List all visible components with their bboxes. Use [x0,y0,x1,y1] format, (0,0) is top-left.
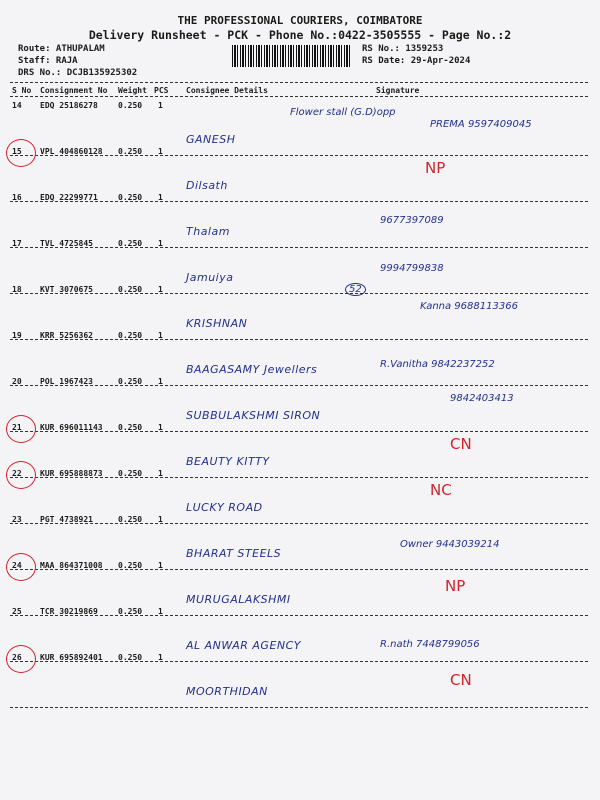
signature-text: Kanna 9688113366 [420,301,518,312]
consignment-number: KUR 695892401 [40,653,103,662]
serial-number: 19 [12,331,22,340]
consignment-number: PGT 4738921 [40,515,93,524]
status-mark: CN [450,435,472,453]
consignee-name: GANESH [186,133,236,146]
serial-number: 14 [12,101,22,110]
status-mark: NC [430,481,452,499]
consignment-number: MAA 864371008 [40,561,103,570]
consignee-name: Dilsath [186,179,228,192]
rs-date: RS Date: 29-Apr-2024 [362,56,471,66]
consignment-number: EDQ 22299771 [40,193,98,202]
consignment-number: EDQ 25186278 [40,101,98,110]
serial-number: 26 [12,653,22,662]
consignee-name: BEAUTY KITTY [186,455,270,468]
signature-text: R.Vanitha 9842237252 [380,359,495,370]
status-mark: NP [445,577,466,595]
handwritten-note: 52 [345,283,366,296]
col-consignee: Consignee Details [186,86,268,95]
col-consignment: Consignment No [40,86,108,95]
signature-text: 9994799838 [380,263,444,274]
pieces: 1 [158,561,163,570]
weight: 0.250 [118,423,143,432]
signature-text: Owner 9443039214 [400,539,500,550]
pieces: 1 [158,469,163,478]
consignment-number: KUR 695888873 [40,469,103,478]
serial-number: 17 [12,239,22,248]
company-title: THE PROFESSIONAL COURIERS, COIMBATORE [177,14,423,27]
signature-text: 9677397089 [380,215,444,226]
weight: 0.250 [118,515,143,524]
pieces: 1 [158,193,163,202]
runsheet-subtitle: Delivery Runsheet - PCK - Phone No.:0422-3505555 - Page No.:2 [88,28,512,42]
consignee-name: MURUGALAKSHMI [186,593,291,606]
serial-number: 22 [12,469,22,478]
signature-text: 9842403413 [450,393,514,404]
serial-number: 21 [12,423,22,432]
consignment-number: TVL 4725845 [40,239,93,248]
weight: 0.250 [118,331,143,340]
pieces: 1 [158,653,163,662]
pieces: 1 [158,239,163,248]
col-signature: Signature [376,86,420,95]
weight: 0.250 [118,377,143,386]
weight: 0.250 [118,561,143,570]
consignee-name: Jamuiya [186,271,234,284]
signature-text: PREMA 9597409045 [430,119,532,130]
weight: 0.250 [118,147,143,156]
consignee-name: MOORTHIDAN [186,685,268,698]
serial-number: 24 [12,561,22,570]
rs-number: RS No.: 1359253 [362,44,444,54]
pieces: 1 [158,377,163,386]
header-divider-bottom [10,96,588,97]
weight: 0.250 [118,193,143,202]
weight: 0.250 [118,607,143,616]
consignment-number: VPL 404860128 [40,147,103,156]
serial-number: 23 [12,515,22,524]
route-label: Route: ATHUPALAM [18,44,105,54]
col-weight: Weight [118,86,147,95]
serial-number: 16 [12,193,22,202]
consignment-number: KUR 696011143 [40,423,103,432]
serial-number: 25 [12,607,22,616]
consignment-number: POL 1967423 [40,377,93,386]
pieces: 1 [158,423,163,432]
handwritten-note: Flower stall (G.D)opp [290,107,396,118]
consignee-name: KRISHNAN [186,317,248,330]
signature-text: R.nath 7448799056 [380,639,480,650]
serial-number: 15 [12,147,22,156]
serial-number: 18 [12,285,22,294]
consignment-number: KRR 5256362 [40,331,93,340]
col-pcs: PCS [154,86,169,95]
pieces: 1 [158,285,163,294]
pieces: 1 [158,147,163,156]
consignee-name: Thalam [186,225,230,238]
drs-number: DRS No.: DCJB135925302 [18,68,138,78]
consignee-name: SUBBULAKSHMI SIRON [186,409,321,422]
status-mark: NP [425,159,446,177]
header-divider-top [10,82,588,83]
consignment-number: KVT 3070675 [40,285,93,294]
consignee-name: AL ANWAR AGENCY [186,639,302,652]
status-mark: CN [450,671,472,689]
pieces: 1 [158,607,163,616]
consignee-name: LUCKY ROAD [186,501,263,514]
consignee-name: BHARAT STEELS [186,547,282,560]
weight: 0.250 [118,285,143,294]
pieces: 1 [158,331,163,340]
consignee-name: BAAGASAMY Jewellers [186,363,318,376]
consignment-number: TCR 30219869 [40,607,98,616]
row-divider [10,707,588,708]
pieces: 1 [158,515,163,524]
staff-label: Staff: RAJA [18,56,78,66]
weight: 0.250 [118,653,143,662]
col-sno: S No [12,86,32,95]
barcode [232,45,350,67]
weight: 0.250 [118,101,143,110]
weight: 0.250 [118,469,143,478]
weight: 0.250 [118,239,143,248]
table-row [0,653,600,707]
pieces: 1 [158,101,163,110]
serial-number: 20 [12,377,22,386]
